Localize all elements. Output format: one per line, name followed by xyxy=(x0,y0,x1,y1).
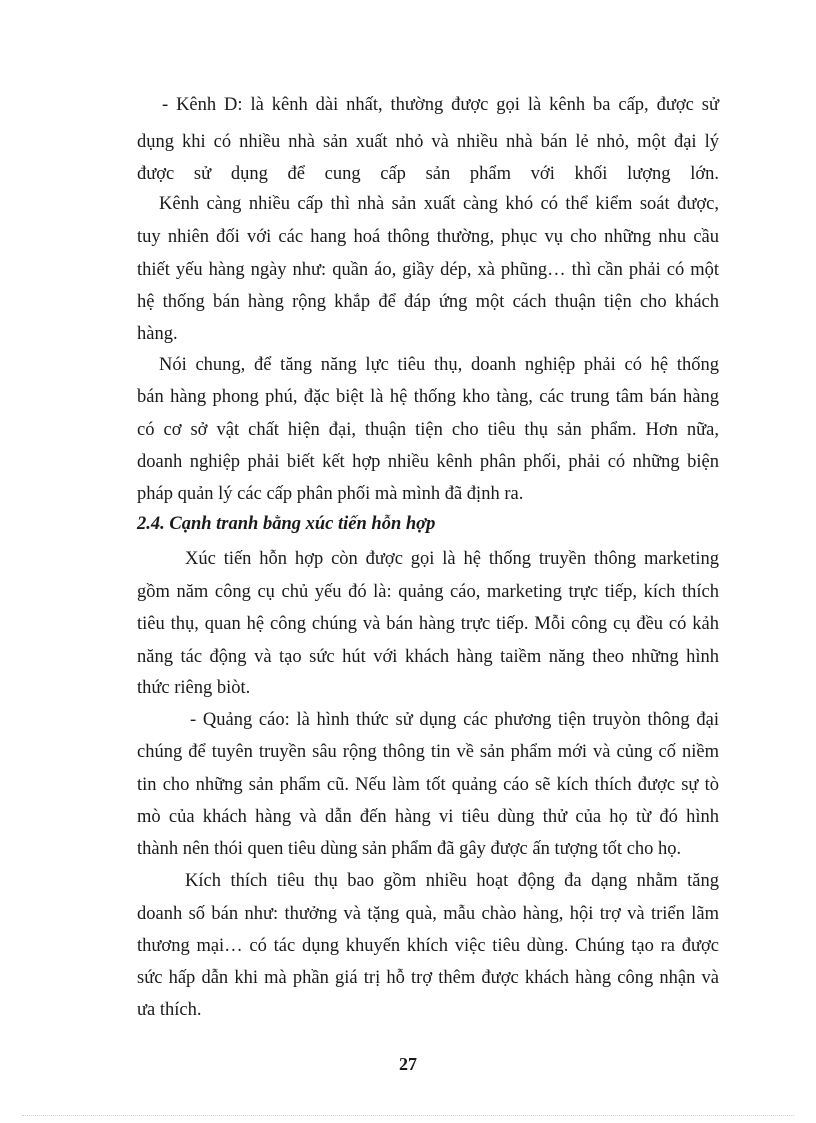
paragraph-2-line-2: tuy nhiên đối với các hang hoá thông thường, phục vụ cho những nhu cầu xyxy=(137,227,719,247)
page-number: 27 xyxy=(399,1054,417,1074)
paragraph-5-line-1: - Quảng cáo: là hình thức sử dụng các phương tiện truyòn thông đại xyxy=(190,710,719,730)
paragraph-1-line-1: - Kênh D: là kênh dài nhất, thường được gọi là kênh ba cấp, được sử xyxy=(162,95,719,115)
paragraph-4-line-1: Xúc tiến hỗn hợp còn được gọi là hệ thống truyền thông marketing xyxy=(185,549,719,569)
paragraph-2-line-5: hàng. xyxy=(137,324,178,344)
paragraph-5-line-5: thành nên thói quen tiêu dùng sản phẩm đã gây được ấn tượng tốt cho họ. xyxy=(137,839,682,859)
paragraph-4-line-3: tiêu thụ, quan hệ công chúng và bán hàng trực tiếp. Mỗi công cụ đều có kảh xyxy=(137,614,719,634)
paragraph-1-line-3: được sử dụng để cung cấp sản phẩm với khối lượng lớn. xyxy=(137,164,719,184)
paragraph-3-line-1: Nói chung, để tăng năng lực tiêu thụ, doanh nghiệp phải có hệ thống xyxy=(159,355,719,375)
paragraph-1-line-2: dụng khi có nhiều nhà sản xuất nhỏ và nhiều nhà bán lẻ nhỏ, một đại lý xyxy=(137,132,719,152)
paragraph-5-line-3: tin cho những sản phẩm cũ. Nếu làm tốt quảng cáo sẽ kích thích được sự tò xyxy=(137,775,719,795)
paragraph-4-line-4: năng tác động và tạo sức hút với khách hàng taiềm năng theo những hình xyxy=(137,647,719,667)
paragraph-6-line-4: sức hấp dẫn khi mà phần giá trị hỗ trợ thêm được khách hàng công nhận và xyxy=(137,968,719,988)
paragraph-5-line-2: chúng để tuyên truyền sâu rộng thông tin về sản phẩm mới và củng cố niềm xyxy=(137,742,719,762)
paragraph-6-line-1: Kích thích tiêu thụ bao gồm nhiều hoạt động đa dạng nhằm tăng xyxy=(185,871,719,891)
paragraph-2-line-3: thiết yếu hàng ngày như: quần áo, giầy dép, xà phũng… thì cần phải có một xyxy=(137,260,719,280)
paragraph-6-line-2: doanh số bán như: thưởng và tặng quà, mẫu chào hàng, hội trợ và triển lãm xyxy=(137,904,719,924)
paragraph-4-line-2: gồm năm công cụ chủ yếu đó là: quảng cáo, marketing trực tiếp, kích thích xyxy=(137,582,719,602)
paragraph-5-line-4: mò của khách hàng và dẫn đến hàng vi tiêu dùng thử của họ từ đó hình xyxy=(137,807,719,827)
footer-divider xyxy=(22,1115,794,1116)
paragraph-4-line-5: thức riêng biòt. xyxy=(137,678,251,698)
paragraph-3-line-5: pháp quản lý các cấp phân phối mà mình đã định ra. xyxy=(137,484,524,504)
paragraph-3-line-4: doanh nghiệp phải biết kết hợp nhiều kênh phân phối, phải có những biện xyxy=(137,452,719,472)
paragraph-2-line-1: Kênh càng nhiều cấp thì nhà sản xuất càng khó có thể kiểm soát được, xyxy=(159,194,719,214)
paragraph-6-line-5: ưa thích. xyxy=(137,1000,202,1020)
paragraph-2-line-4: hệ thống bán hàng rộng khắp để đáp ứng một cách thuận tiện cho khách xyxy=(137,292,719,312)
paragraph-3-line-2: bán hàng phong phú, đặc biệt là hệ thống kho tàng, các trung tâm bán hàng xyxy=(137,387,719,407)
paragraph-3-line-3: có cơ sở vật chất hiện đại, thuận tiện cho tiêu thụ sản phẩm. Hơn nữa, xyxy=(137,420,719,440)
section-heading: 2.4. Cạnh tranh bằng xúc tiến hỗn hợp xyxy=(137,514,436,534)
paragraph-6-line-3: thương mại… có tác dụng khuyến khích việc tiêu dùng. Chúng tạo ra được xyxy=(137,936,719,956)
